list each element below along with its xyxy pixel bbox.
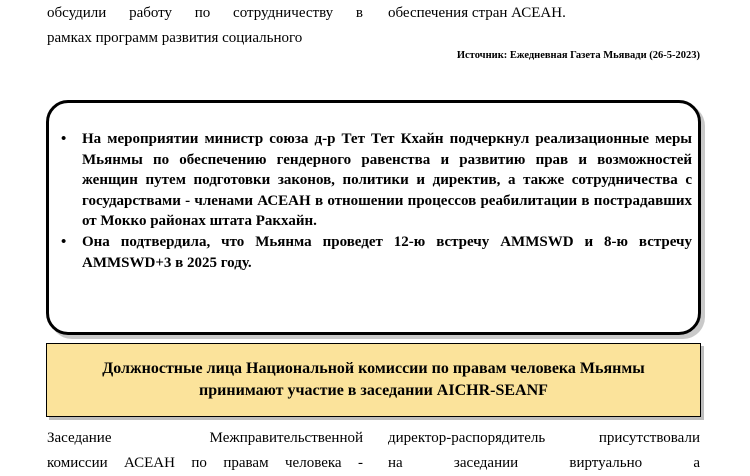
bullet-list — [59, 129, 692, 273]
body-text-line: на заседании виртуально а — [388, 455, 700, 471]
bullet-icon: • — [61, 131, 67, 147]
bottom-right-column — [388, 426, 700, 476]
body-text-line: обсудили работу по сотрудничеству в — [47, 5, 363, 21]
section-heading-line: принимают участие в заседании AICHR-SEANF — [199, 382, 548, 399]
top-right-column — [388, 1, 700, 26]
bullet-text: Она подтвердила, что Мьянма проведет 12-ю встречу AMMSWD и 8-ю встречу AMMSWD+3 в 2025 году. — [82, 233, 692, 271]
bullet-item — [59, 232, 692, 273]
section-heading-line: Должностные лица Национальной комиссии по правам человека Мьянмы — [102, 360, 645, 377]
section-heading — [102, 358, 644, 402]
body-text-line: Заседание Межправительственной — [47, 430, 363, 446]
bullet-item — [59, 129, 692, 232]
top-left-column — [47, 1, 363, 51]
bullet-text: На мероприятии министр союза д-р Тет Тет Кхайн подчеркнул реализационные меры Мьянмы по обеспечению гендерного равенства и развитию прав и возможностей женщин путем подготовки законов, политики и директив, а также сотрудничества с государствами - членами АСЕАН в отношении процессов реабилитации в пострадавших от Мокко районах штата Ракхайн. — [82, 131, 692, 230]
body-text-line: директор-распорядитель присутствовали — [388, 430, 700, 446]
highlight-box — [46, 100, 701, 335]
section-heading-banner — [46, 343, 701, 417]
bullet-icon: • — [61, 233, 67, 250]
body-text-line: комиссии АСЕАН по правам человека - — [47, 455, 363, 471]
body-text-line: рамках программ развития социального — [47, 30, 303, 46]
body-text-line: обеспечения стран АСЕАН. — [388, 5, 566, 21]
source-citation: Источник: Ежедневная Газета Мьявади (26-5-2023) — [456, 50, 700, 61]
bottom-left-column — [47, 426, 363, 476]
